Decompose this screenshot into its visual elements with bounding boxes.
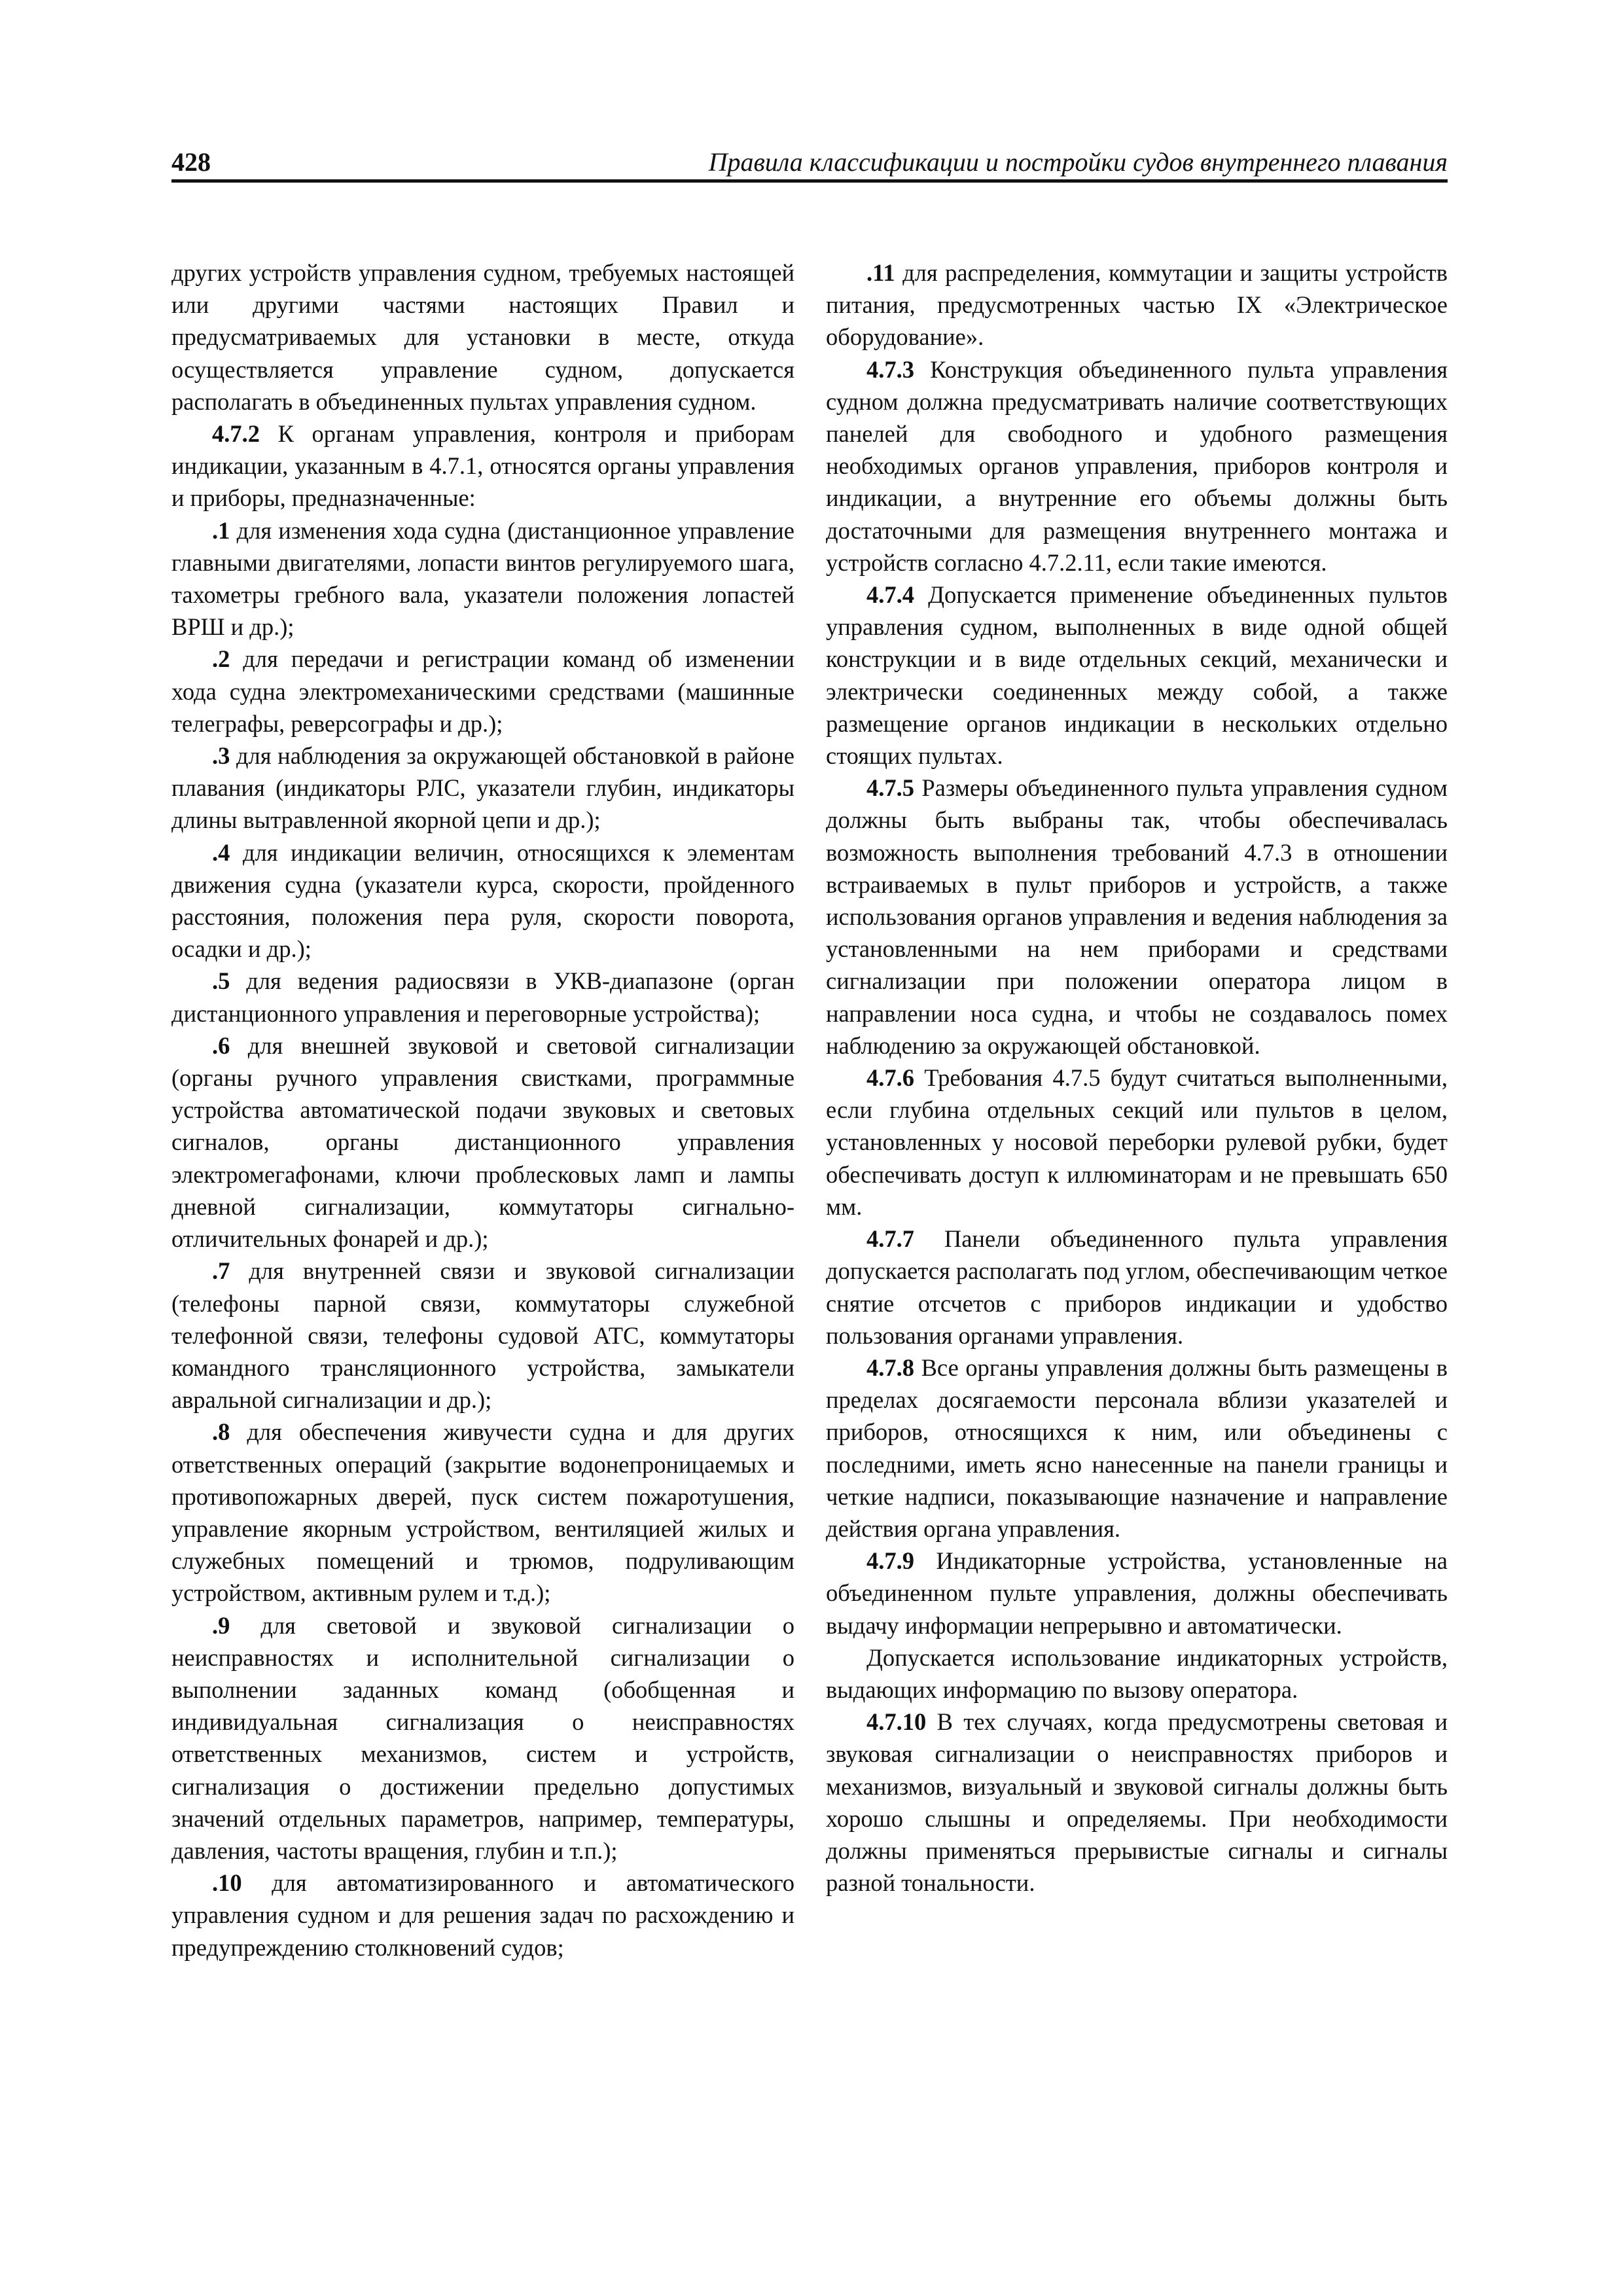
paragraph: .3 для наблюдения за окружающей обстановкой в районе плавания (индикаторы РЛС, указатели глубин, индикаторы длины вытравленной якорной цепи и др.); — [171, 742, 794, 834]
paragraph: 4.7.4 Допускается применение объединенных пультов управления судном, выполненных в виде одной общей конструкции и в виде отдельных секций, механически и электрически соединенных между собой, а также размещение органов индикации в нескольких отдельно стоящих пультах. — [826, 581, 1448, 770]
right-column — [826, 257, 1448, 1899]
paragraph: .11 для распределения, коммутации и защиты устройств питания, предусмотренных частью IX «Электрическое оборудование». — [826, 259, 1448, 351]
paragraph: 4.7.2 К органам управления, контроля и приборам индикации, указанным в 4.7.1, относятся органы управления и приборы, предназначенные: — [171, 420, 794, 512]
paragraph: .4 для индикации величин, относящихся к элементам движения судна (указатели курса, скорости, пройденного расстояния, положения пера руля, скорости поворота, осадки и др.); — [171, 838, 794, 963]
paragraph: .6 для внешней звуковой и световой сигнализации (органы ручного управления свистками, программные устройства автоматической подачи звуковых и световых сигналов, органы дистанционного управления электромегафонами, ключи проблесковых ламп и лампы дневной сигнализации, коммутаторы сигнально-отличительных фонарей и др.); — [171, 1031, 794, 1253]
paragraph: 4.7.9 Индикаторные устройства, установленные на объединенном пульте управления, должны обеспечивать выдачу информации непрерывно и автоматически. — [826, 1547, 1448, 1639]
paragraph: других устройств управления судном, требуемых настоящей или другими частями настоящих Правил и предусматриваемых для установки в месте, откуда осуществляется управление судном, допускается располагать в объединенных пультах управления судном. — [171, 259, 794, 415]
page-number: 428 — [171, 147, 211, 177]
paragraph: .5 для ведения радиосвязи в УКВ-диапазоне (орган дистанционного управления и переговорные устройства); — [171, 967, 794, 1027]
left-column — [171, 257, 794, 1964]
page-header — [171, 145, 1448, 183]
paragraph: 4.7.8 Все органы управления должны быть размещены в пределах досягаемости персонала вблизи указателей и приборов, относящихся к ним, или объединены с последними, иметь ясно нанесенные на панели границы и четкие надписи, показывающие назначение и направление действия органа управления. — [826, 1354, 1448, 1542]
paragraph: 4.7.3 Конструкция объединенного пульта управления судном должна предусматривать наличие соответствующих панелей для свободного и удобного размещения необходимых органов управления, приборов контроля и индикации, а внутренние его объемы должны быть достаточными для размещения внутреннего монтажа и устройств согласно 4.7.2.11, если такие имеются. — [826, 355, 1448, 576]
paragraph: .1 для изменения хода судна (дистанционное управление главными двигателями, лопасти винтов регулируемого шага, тахометры гребного вала, указатели положения лопастей ВРШ и др.); — [171, 516, 794, 641]
running-title: Правила классификации и постройки судов внутреннего плавания — [708, 147, 1448, 177]
paragraph: .9 для световой и звуковой сигнализации о неисправностях и исполнительной сигнализации о выполнении заданных команд (обобщенная и индивидуальная сигнализация о неисправностях ответственных механизмов, систем и устройств, сигнализация о достижении предельно допустимых значений отдельных параметров, например, температуры, давления, частоты вращения, глубин и т.п.); — [171, 1611, 794, 1864]
paragraph: 4.7.6 Требования 4.7.5 будут считаться выполненными, если глубина отдельных секций или пультов в целом, установленных у носовой переборки рулевой рубки, будет обеспечивать доступ к иллюминаторам и не превышать 650 мм. — [826, 1064, 1448, 1220]
paragraph: Допускается использование индикаторных устройств, выдающих информацию по вызову оператора. — [826, 1643, 1448, 1703]
paragraph: 4.7.5 Размеры объединенного пульта управления судном должны быть выбраны так, чтобы обеспечивалась возможность выполнения требований 4.7.3 в отношении встраиваемых в пульт приборов и устройств, а также использования органов управления и ведения наблюдения за установленными на нем приборами и средствами сигнализации при положении оператора лицом в направлении носа судна, и чтобы не создавалось помех наблюдению за окружающей обстановкой. — [826, 774, 1448, 1059]
paragraph: .7 для внутренней связи и звуковой сигнализации (телефоны парной связи, коммутаторы служебной телефонной связи, телефоны судовой АТС, коммутаторы командного трансляционного устройства, замыкатели авральной сигнализации и др.); — [171, 1257, 794, 1414]
paragraph: .10 для автоматизированного и автоматического управления судном и для решения задач по расхождению и предупреждению столкновений судов; — [171, 1869, 794, 1961]
paragraph: 4.7.7 Панели объединенного пульта управления допускается располагать под углом, обеспечивающим четкое снятие отсчетов с приборов индикации и удобство пользования органами управления. — [826, 1225, 1448, 1349]
paragraph: 4.7.10 В тех случаях, когда предусмотрены световая и звуковая сигнализации о неисправностях приборов и механизмов, визуальный и звуковой сигналы должны быть хорошо слышны и определяемы. При необходимости должны применяться прерывистые сигналы и сигналы разной тональности. — [826, 1708, 1448, 1897]
paragraph: .2 для передачи и регистрации команд об изменении хода судна электромеханическими средствами (машинные телеграфы, реверсографы и др.); — [171, 645, 794, 737]
paragraph: .8 для обеспечения живучести судна и для других ответственных операций (закрытие водонепроницаемых и противопожарных дверей, пуск систем пожаротушения, управление якорным устройством, вентиляцией жилых и служебных помещений и трюмов, подруливающим устройством, активным рулем и т.д.); — [171, 1418, 794, 1607]
